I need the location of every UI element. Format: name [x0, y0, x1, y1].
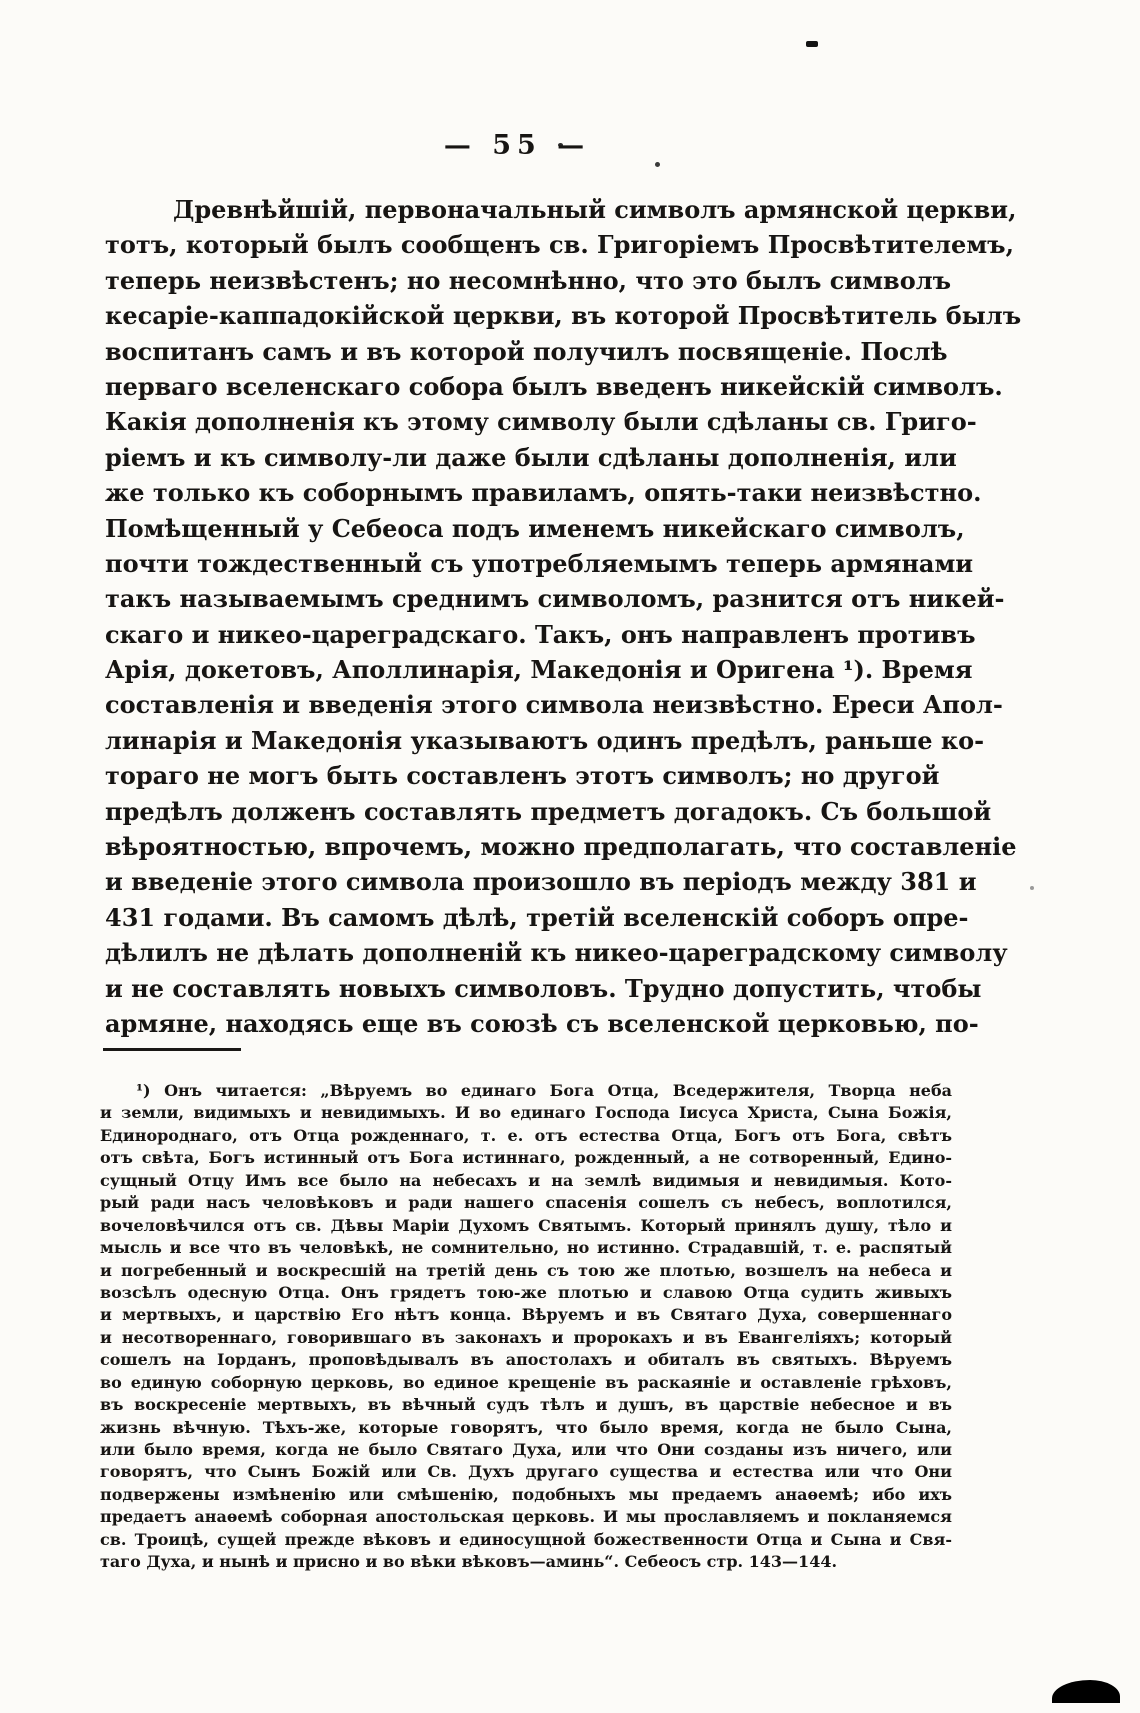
- body-text-line: предѣлъ долженъ составлять предметъ догадокъ. Съ большой: [105, 796, 992, 826]
- scan-artifact-corner-blob: [1052, 1680, 1120, 1703]
- body-text-line: скаго и никео-цареградскаго. Такъ, онъ направленъ противъ: [105, 619, 976, 649]
- footnote-text-line: и земли, видимыхъ и невидимыхъ. И во единаго Господа Іисуса Христа, Сына Божія,: [100, 1103, 952, 1123]
- body-text-line: Помѣщенный у Себеоса подъ именемъ никейскаго символъ,: [105, 513, 965, 543]
- footnote-text-line: св. Троицѣ, сущей прежде вѣковъ и единосущной божественности Отца и Сына и Свя-: [100, 1529, 952, 1549]
- body-text-line: вѣроятностью, впрочемъ, можно предполагать, что составленіе: [105, 832, 1017, 862]
- body-text-line: тораго не могъ быть составленъ этотъ символъ; но другой: [105, 761, 940, 791]
- body-text-line: и не составлять новыхъ символовъ. Трудно допустить, чтобы: [105, 973, 982, 1003]
- footnote-text-line: предаетъ анаѳемѣ соборная апостольская церковь. И мы прославляемъ и покланяемся: [100, 1507, 952, 1527]
- body-text-line: и введеніе этого символа произошло въ періодъ между 381 и: [105, 867, 977, 897]
- footnote-text-line: таго Духа, и нынѣ и присно и во вѣки вѣковъ—аминь“. Себеосъ стр. 143—144.: [100, 1552, 838, 1572]
- footnote-text-line: сошелъ на Іорданъ, проповѣдывалъ въ апостолахъ и обиталъ въ святыхъ. Вѣруемъ: [100, 1350, 952, 1370]
- body-text-line: Арія, докетовъ, Аполлинарія, Македонія и Оригена ¹). Время: [105, 655, 973, 685]
- footnote-text-line: сущный Отцу Имъ все было на небесахъ и на землѣ видимыя и невидимыя. Кото-: [100, 1170, 952, 1190]
- body-text-line: кесаріе-каппадокійской церкви, въ которой Просвѣтитель былъ: [105, 301, 1022, 331]
- body-text-line: дѣлилъ не дѣлать дополненій къ никео-цареградскому символу: [105, 938, 1008, 968]
- body-text-line: ріемъ и къ символу-ли даже были сдѣланы дополненія, или: [105, 442, 957, 472]
- scan-artifact-dot: [1030, 886, 1034, 890]
- footnote-text-line: или было время, когда не было Святаго Духа, или что Они созданы изъ ничего, или: [100, 1440, 952, 1459]
- body-text-line: же только къ соборнымъ правиламъ, опять-таки неизвѣстно.: [105, 478, 982, 508]
- body-text-line: тотъ, который былъ сообщенъ св. Григоріемъ Просвѣтителемъ,: [105, 230, 1014, 260]
- scan-artifact-dot: [655, 162, 660, 167]
- footnote-text-line: отъ свѣта, Богъ истинный отъ Бога истиннаго, рожденный, а не сотворенный, Едино-: [100, 1148, 952, 1168]
- scan-artifact-mark: [806, 41, 818, 47]
- footnote-text-line: ¹) Онъ читается: „Вѣруемъ во единаго Бога Отца, Вседержителя, Творца неба: [136, 1081, 952, 1100]
- body-text: [105, 192, 1022, 1041]
- body-text-line: почти тождественный съ употребляемымъ теперь армянами: [105, 548, 974, 578]
- footnote-text-line: подвержены измѣненію или смѣшенію, подобныхъ мы предаемъ анаѳемѣ; ибо ихъ: [100, 1484, 952, 1504]
- footnote-text-line: въ воскресеніе мертвыхъ, въ вѣчный судъ тѣлъ и душъ, въ царствіе небесное и въ: [100, 1395, 952, 1415]
- body-text-line: Древнѣйшій, первоначальный символъ армянской церкви,: [173, 195, 1017, 224]
- footnote-separator: [103, 1048, 241, 1051]
- body-text-line: составленія и введенія этого символа неизвѣстно. Ереси Апол-: [105, 690, 1003, 720]
- body-text-line: Какія дополненія къ этому символу были сдѣланы св. Григо-: [105, 407, 977, 437]
- body-text-line: такъ называемымъ среднимъ символомъ, разнится отъ никей-: [105, 584, 1005, 614]
- footnote-text: [100, 1080, 952, 1574]
- body-text-line: воспитанъ самъ и въ которой получилъ посвященіе. Послѣ: [105, 336, 948, 366]
- footnote-text-line: и мертвыхъ, и царствію Его нѣтъ конца. Вѣруемъ и въ Святаго Духа, совершеннаго: [100, 1305, 952, 1325]
- body-text-line: армяне, находясь еще въ союзѣ съ вселенской церковью, по-: [105, 1008, 979, 1038]
- page-number: — 55 —: [443, 130, 591, 161]
- footnote-text-line: вочеловѣчился отъ св. Дѣвы Маріи Духомъ Святымъ. Который принялъ душу, тѣло и: [100, 1215, 952, 1235]
- footnote-text-line: и несотвореннаго, говорившаго въ законахъ и пророкахъ и въ Евангеліяхъ; который: [100, 1327, 952, 1347]
- body-text-line: теперь неизвѣстенъ; но несомнѣнно, что это былъ символъ: [105, 265, 952, 295]
- footnote-text-line: и погребенный и воскресшій на третій день съ тою же плотью, возшелъ на небеса и: [100, 1260, 952, 1280]
- footnote-text-line: во единую соборную церковь, во единое крещеніе въ раскаяніе и оставленіе грѣховъ,: [100, 1372, 952, 1392]
- footnote-text-line: Единороднаго, отъ Отца рожденнаго, т. е. отъ естества Отца, Богъ отъ Бога, свѣтъ: [100, 1125, 952, 1145]
- footnote-text-line: жизнь вѣчную. Тѣхъ-же, которые говорятъ, что было время, когда не было Сына,: [100, 1417, 952, 1437]
- footnote-text-line: говорятъ, что Сынъ Божій или Св. Духъ другаго существа и естества или что Они: [100, 1462, 952, 1482]
- footnote-text-line: рый ради насъ человѣковъ и ради нашего спасенія сошелъ съ небесъ, воплотился,: [100, 1193, 952, 1213]
- footnote-text-line: мысль и все что въ человѣкѣ, не сомнительно, но истинно. Страдавшій, т. е. распятый: [100, 1238, 952, 1258]
- footnote-text-line: возсѣлъ одесную Отца. Онъ грядетъ тою-же плотью и славою Отца судить живыхъ: [100, 1282, 952, 1302]
- body-text-line: линарія и Македонія указываютъ одинъ предѣлъ, раньше ко-: [105, 725, 985, 755]
- body-text-line: 431 годами. Въ самомъ дѣлѣ, третій вселенскій соборъ опре-: [105, 902, 969, 932]
- body-text-line: перваго вселенскаго собора былъ введенъ никейскій символъ.: [105, 371, 1003, 401]
